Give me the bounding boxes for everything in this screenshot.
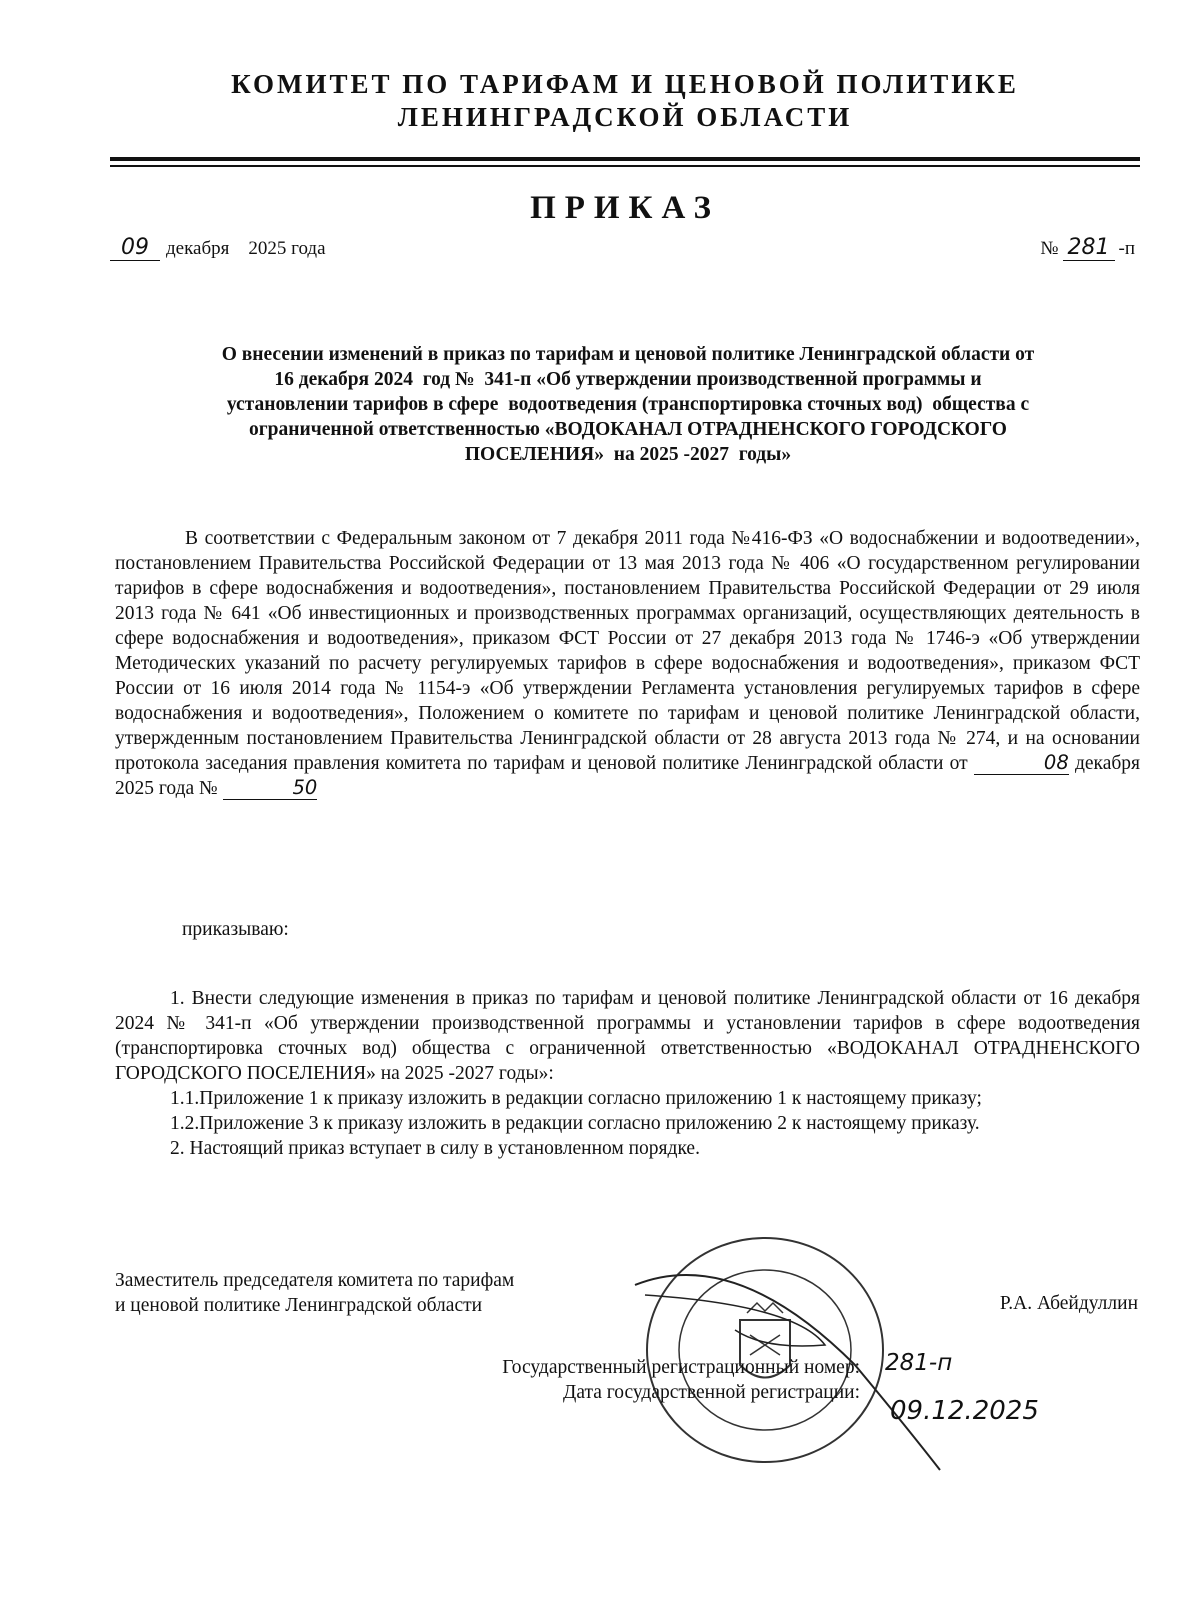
subject-line: ограниченной ответственностью «ВОДОКАНАЛ ОТРАДНЕНСКОГО ГОРОДСКОГО [249, 419, 1007, 440]
order-number-handwritten: 281 [1063, 236, 1115, 261]
document-title: ПРИКАЗ [530, 190, 720, 226]
order-number-suffix: -п [1118, 238, 1135, 259]
subject-line: установлении тарифов в сфере водоотведения (транспортировка сточных вод) общества с [226, 394, 1030, 415]
subject-line: ПОСЕЛЕНИЯ» на 2025 -2027 годы» [464, 444, 792, 465]
registration-number-handwritten: 281-п [885, 1350, 953, 1376]
order-number-prefix: № [1040, 238, 1059, 259]
signatory-position [115, 1268, 514, 1318]
protocol-date-text: декабря 2025 года № [115, 753, 1141, 799]
registration-date-label: Дата государственной регистрации: [563, 1382, 860, 1403]
registration-labels [300, 1355, 860, 1405]
order-month-year: декабря 2025 года [166, 238, 326, 259]
registration-date-handwritten: 09.12.2025 [890, 1396, 1039, 1426]
header-rule-thin [110, 165, 1140, 167]
order-number [1040, 236, 1135, 261]
date-number-row [110, 236, 1135, 268]
order-verb: приказываю: [182, 919, 289, 940]
signatory-name: Р.А. Абейдуллин [999, 1293, 1138, 1314]
order-subject [118, 342, 1138, 467]
header-line-2: ЛЕНИНГРАДСКОЙ ОБЛАСТИ [397, 102, 853, 132]
registration-number-label: Государственный регистрационный номер: [502, 1357, 860, 1378]
order-date [110, 236, 326, 261]
order-day-handwritten: 09 [110, 236, 160, 261]
signatory-position-line: Заместитель председателя комитета по тарифам [115, 1270, 515, 1291]
order-item-1-1: 1.1.Приложение 1 к приказу изложить в редакции согласно приложению 1 к настоящему приказу; [170, 1088, 982, 1109]
protocol-day-handwritten: 08 [974, 752, 1069, 775]
order-item-2: 2. Настоящий приказ вступает в силу в установленном порядке. [170, 1138, 700, 1159]
signatory-position-line: и ценовой политике Ленинградской области [115, 1295, 483, 1316]
subject-line: О внесении изменений в приказ по тарифам и ценовой политике Ленинградской области от [221, 344, 1035, 365]
header-rule-thick [110, 157, 1140, 161]
preamble-paragraph [115, 526, 1140, 801]
header-line-1: КОМИТЕТ ПО ТАРИФАМ И ЦЕНОВОЙ ПОЛИТИКЕ [231, 69, 1019, 99]
preamble [115, 526, 1140, 801]
order-item-1: 1. Внести следующие изменения в приказ по тарифам и ценовой политике Ленинградской области от 16 декабря 2024 № 341-п «Об утверждении производственной программы и установлении тарифов в сфере водоотведения (транспортировка сточных вод) общества с ограниченной ответственностью «ВОДОКАНАЛ ОТРАДНЕНСКОГО ГОРОДСКОГО ПОСЕЛЕНИЯ» на 2025 -2027 годы»: [115, 988, 1140, 1084]
document-header [110, 68, 1140, 134]
subject-line: 16 декабря 2024 год № 341-п «Об утверждении производственной программы и [274, 369, 982, 390]
protocol-number-handwritten: 50 [223, 777, 318, 800]
order-item-1-2: 1.2.Приложение 3 к приказу изложить в редакции согласно приложению 2 к настоящему приказу. [170, 1113, 980, 1134]
preamble-text: В соответствии с Федеральным законом от 7 декабря 2011 года №416-ФЗ «О водоснабжении и водоотведении», постановлением Правительства Российской Федерации от 13 мая 2013 года № 406 «О государственном регулировании тарифов в сфере водоснабжения и водоотведения», постановлением Правительства Российской Федерации от 29 июля 2013 года № 641 «Об инвестиционных и производственных программах организаций, осуществляющих деятельность в сфере водоснабжения и водоотведения», приказом ФСТ России от 27 декабря 2013 года № 1746-э «Об утверждении Методических указаний по расчету регулируемых тарифов в сфере водоснабжения и водоотведения», приказом ФСТ России от 16 июля 2014 года № 1154-э «Об утверждении Регламента установления регулируемых тарифов в сфере водоснабжения и водоотведения», Положением о комитете по тарифам и ценовой политике Ленинградской области, утвержденным постановлением Правительства Ленинградской области от 28 августа 2013 года № 274, и на основании протокола заседания правления комитета по тарифам и ценовой политике Ленинградской области от [115, 528, 1140, 774]
order-items [115, 986, 1140, 1161]
